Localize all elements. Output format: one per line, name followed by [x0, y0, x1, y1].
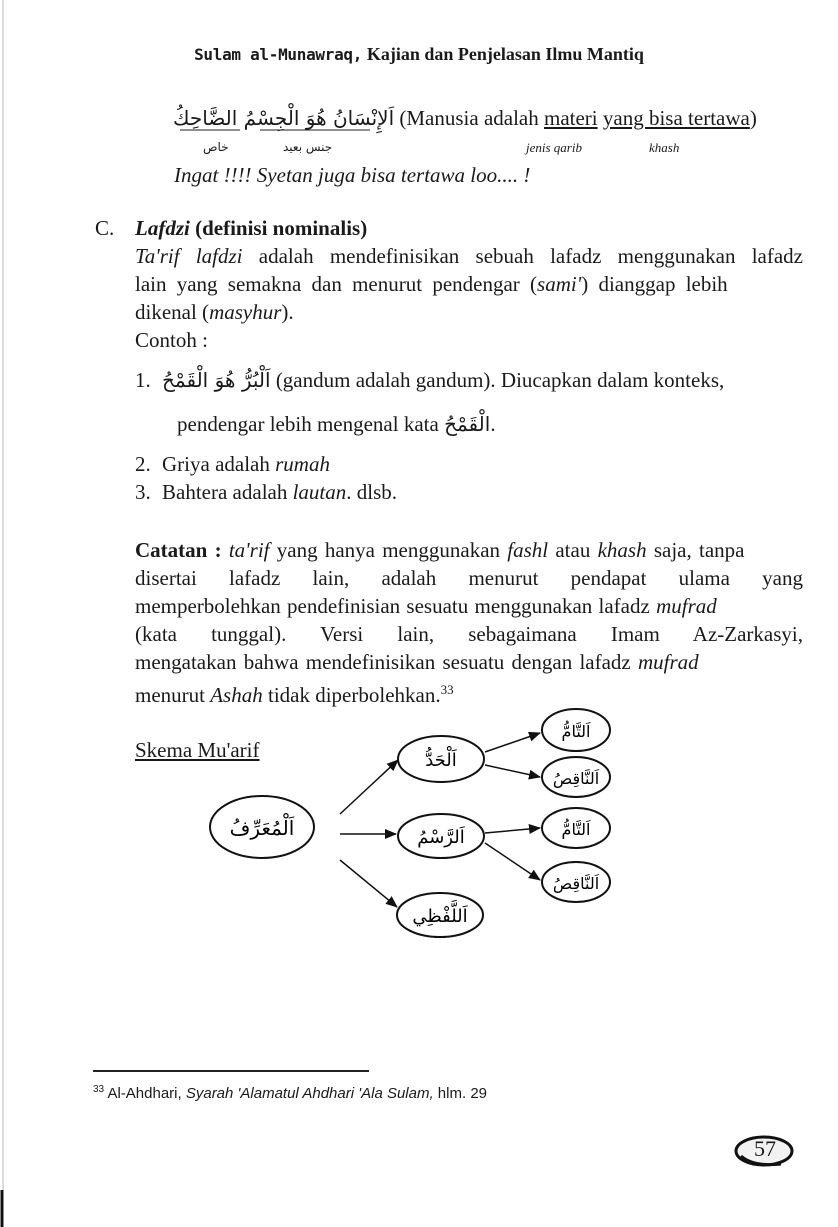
page-number: 57 [754, 1136, 776, 1161]
catatan-label: Catatan : [135, 538, 222, 562]
node-had-label: اَلْحَدُّ [425, 750, 457, 771]
node-rasm-tam-label: اَلتَّامُّ [561, 820, 591, 839]
footnote-number: 33 [93, 1084, 105, 1095]
catatan-tarif: ta'rif [228, 538, 270, 562]
label-jenis-qarib: jenis qarib [526, 140, 582, 155]
contoh-label: Contoh : [135, 328, 208, 352]
label-khash-arabic: خاص [203, 140, 229, 154]
label-jins-arabic: جنس بعيد [283, 140, 333, 154]
section-para-line1 [135, 242, 803, 270]
example-arabic: اَلإِنْسَانُ هُوَ الْجِسْمُ الضَّاحِكُ [173, 106, 395, 130]
section-title [135, 214, 367, 242]
section-para-line3 [135, 298, 294, 326]
item3-italic: lautan [292, 480, 347, 504]
catatan-l6-b: tidak diperbolehkan. [262, 683, 441, 707]
note-line: Ingat !!!! Syetan juga bisa tertawa loo.... ! [174, 163, 531, 187]
item3-end: . dlsb. [346, 480, 398, 504]
example-underline-marks [180, 128, 400, 134]
catatan-line1 [135, 536, 803, 564]
item2-text: Griya adalah [162, 452, 276, 476]
footnote-divider [93, 1070, 369, 1072]
section-letter: C. [95, 216, 115, 240]
item3-text: Bahtera adalah [162, 480, 293, 504]
item2-italic: rumah [275, 452, 330, 476]
footnote-author: Al-Ahdhari, [104, 1085, 186, 1102]
arrow-had-naqis [485, 765, 540, 777]
term-tarif-lafdzi: Ta'rif lafdzi [135, 244, 243, 268]
footnote-title: Syarah 'Alamatul Ahdhari 'Ala Sulam, [185, 1085, 434, 1102]
arrow-rasm-naqis [485, 843, 540, 880]
footnote-ref: 33 [440, 682, 454, 697]
para-line2-a: lain yang semakna dan menurut pendengar ( [135, 272, 538, 296]
item2-line [162, 450, 330, 478]
catatan-l6-a: menurut [135, 683, 211, 707]
item1-cont-end: . [490, 412, 496, 436]
para-line2-b: ) dianggap lebih [581, 272, 728, 296]
node-root-label: اَلْمُعَرِّفُ [229, 816, 295, 840]
node-had-tam-label: اَلتَّامُّ [561, 722, 591, 741]
catatan-line3 [135, 592, 803, 620]
skema-diagram [200, 700, 620, 950]
section-title-rest: (definisi nominalis) [189, 216, 368, 240]
arrow-root-had [340, 760, 398, 814]
para-line1-text: adalah mendefinisikan sebuah lafadz menggunakan lafadz [242, 244, 803, 268]
arrow-rasm-tam [485, 828, 540, 833]
header-title-part1: Sulam al-Munawraq, [194, 45, 363, 64]
section-para-line2 [135, 270, 803, 298]
catatan-line2: disertai lafadz lain, adalah menurut pendapat ulama yang [135, 566, 803, 590]
item1-number: 1. [135, 368, 151, 392]
example-translation-open: (Manusia adalah [399, 106, 544, 130]
label-khash: khash [649, 140, 680, 155]
para-line3-a: dikenal ( [135, 300, 210, 324]
term-sami: sami' [537, 272, 582, 296]
catatan-mufrad-2: mufrad [637, 650, 699, 674]
catatan-fashl: fashl [507, 538, 549, 562]
catatan-line5 [135, 648, 803, 676]
catatan-l1-a: yang hanya menggunakan [269, 538, 508, 562]
arrow-root-lafdhi [340, 860, 397, 907]
item1-line [162, 366, 724, 394]
node-rasm-label: اَلرَّسْمُ [417, 827, 465, 848]
scan-margin-marks [0, 0, 12, 1227]
node-lafdhi-label: اَللَّفْظِي [412, 906, 468, 927]
catatan-line4: (kata tunggal). Versi lain, sebagaimana Imam Az-Zarkasyi, [135, 622, 803, 646]
section-title-italic: Lafdzi [135, 216, 190, 240]
example-yang: yang bisa tertawa [602, 106, 750, 130]
term-masyhur: masyhur [209, 300, 282, 324]
footnote [93, 1084, 487, 1102]
item3-line [162, 478, 397, 506]
item1-continuation [177, 410, 496, 438]
node-had-naqis-label: اَلنَّاقِصُ [552, 769, 600, 788]
catatan-l3-a: memperbolehkan pendefinisian sesuatu menggunakan lafadz [135, 594, 657, 618]
para-line3-b: ). [281, 300, 294, 324]
arrow-had-tam [485, 733, 540, 752]
running-header [0, 44, 838, 66]
item3-number: 3. [135, 480, 151, 504]
catatan-l1-c: saja, tanpa [646, 538, 745, 562]
diagram-title: Skema Mu'arif [135, 738, 260, 762]
item1-arabic: اَلْبُرُّ هُوَ الْقَمْحُ [162, 368, 271, 392]
catatan-ashah: Ashah [210, 683, 263, 707]
item2-number: 2. [135, 452, 151, 476]
item1-text: (gandum adalah gandum). Diucapkan dalam konteks, [270, 368, 725, 392]
example-translation-close: ) [749, 106, 757, 130]
footnote-page: hlm. 29 [433, 1085, 487, 1102]
catatan-mufrad-1: mufrad [656, 594, 717, 618]
item1-cont-text: pendengar lebih mengenal kata [177, 412, 445, 436]
catatan-l5-a: mengatakan bahwa mendefinisikan sesuatu dengan lafadz [135, 650, 638, 674]
node-rasm-naqis-label: اَلنَّاقِصُ [552, 874, 600, 893]
example-materi: materi [544, 106, 598, 130]
item1-cont-arabic: الْقَمْحُ [444, 412, 491, 436]
catatan-khash: khash [597, 538, 647, 562]
catatan-l1-b: atau [548, 538, 598, 562]
header-title-part2: Kajian dan Penjelasan Ilmu Mantiq [366, 44, 644, 64]
